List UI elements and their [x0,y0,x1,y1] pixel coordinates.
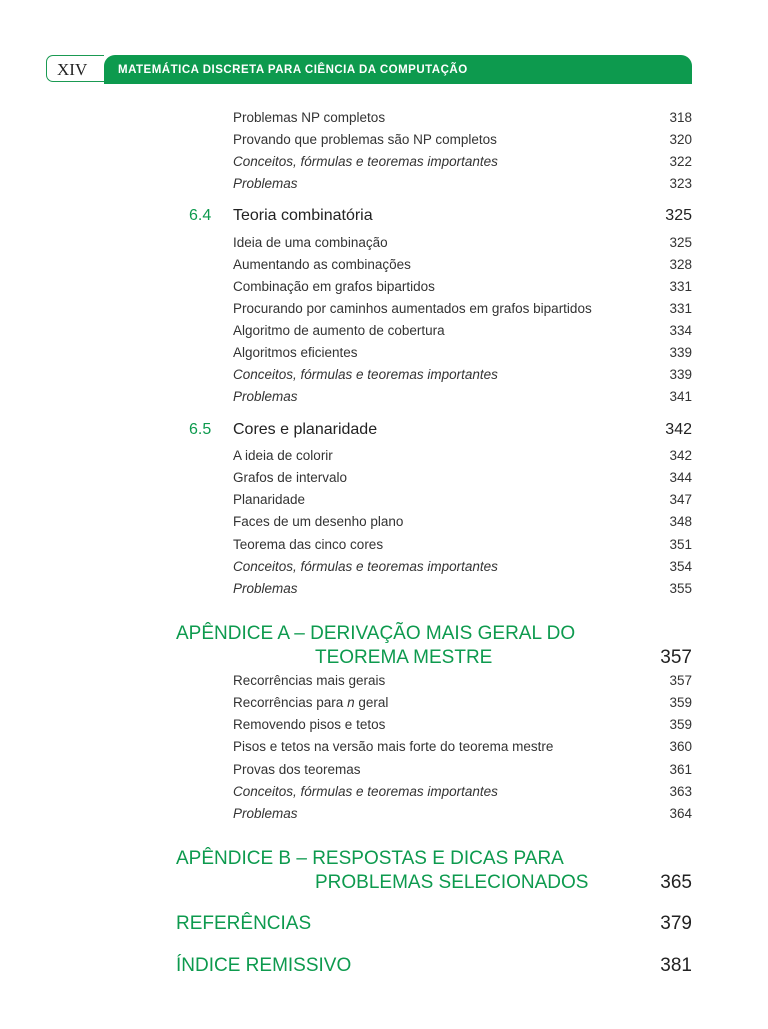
section-number: 6.5 [189,421,212,438]
toc-entry-page: 320 [669,132,692,147]
toc-entry[interactable] [0,736,768,758]
toc-entry[interactable] [0,714,768,736]
toc-entry[interactable] [0,342,768,364]
toc-entry-title: Teorema das cinco cores [233,537,384,552]
appendix-title-line1: APÊNDICE A – DERIVAÇÃO MAIS GERAL DO [176,623,576,644]
toc-entry-page: 334 [669,323,692,338]
toc-entry-page: 364 [669,806,692,821]
toc-entry-title: Procurando por caminhos aumentados em grafos bipartidos [233,301,592,316]
appendix-title-line1: APÊNDICE B – RESPOSTAS E DICAS PARA [176,848,564,869]
toc-entry-page: 322 [669,154,692,169]
toc-entry[interactable] [0,364,768,386]
toc-entry[interactable] [0,759,768,781]
toc-entry-title: Problemas [233,389,298,404]
toc-entry[interactable] [0,511,768,533]
toc-entry-title: A ideia de colorir [233,448,333,463]
appendix-title-line2: TEOREMA MESTRE [315,647,493,668]
toc-entry-title: Ideia de uma combinação [233,235,388,250]
toc-entry-title: Conceitos, fórmulas e teoremas importantes [233,559,498,574]
toc-entry-title: Combinação em grafos bipartidos [233,279,435,294]
toc-entry-title: Problemas NP completos [233,110,386,125]
toc-entry-page: 339 [669,345,692,360]
toc-entry-title: Recorrências para n geral [233,695,389,710]
toc-entry[interactable] [0,781,768,803]
toc-entry[interactable] [0,534,768,556]
toc-entry[interactable] [0,692,768,714]
appendix-title-line2: PROBLEMAS SELECIONADOS [315,872,589,893]
references-page: 379 [660,913,692,934]
toc-entry-title: Problemas [233,806,298,821]
toc-entry-title: Problemas [233,176,298,191]
toc-entry-page: 318 [669,110,692,125]
toc-entry[interactable] [0,467,768,489]
toc-entry-page: 347 [669,492,692,507]
toc-entry[interactable] [0,445,768,467]
appendix-b-heading[interactable] [0,847,768,895]
toc-entry[interactable] [0,489,768,511]
toc-entry-page: 354 [669,559,692,574]
toc-entry-title: Conceitos, fórmulas e teoremas importantes [233,784,498,799]
toc-entry[interactable] [0,129,768,151]
toc-entry-page: 363 [669,784,692,799]
toc-entry-page: 325 [669,235,692,250]
book-title-bar: MATEMÁTICA DISCRETA PARA CIÊNCIA DA COMPUTAÇÃO [104,55,692,84]
toc-entry[interactable] [0,803,768,825]
toc-entry[interactable] [0,670,768,692]
toc-entry-page: 323 [669,176,692,191]
toc-entry[interactable] [0,254,768,276]
toc-entry-title: Provando que problemas são NP completos [233,132,497,147]
toc-entry-title: Faces de um desenho plano [233,514,404,529]
toc-entry-page: 339 [669,367,692,382]
toc-entry-page: 344 [669,470,692,485]
references-heading[interactable] [0,912,768,936]
toc-entry-title: Grafos de intervalo [233,470,348,485]
section-page: 325 [665,207,692,224]
toc-entry-page: 348 [669,514,692,529]
toc-entry-title: Aumentando as combinações [233,257,411,272]
toc-entry[interactable] [0,276,768,298]
toc-entry[interactable] [0,320,768,342]
toc-entry-page: 331 [669,301,692,316]
toc-entry-title: Recorrências mais gerais [233,673,386,688]
toc-entry-title: Conceitos, fórmulas e teoremas importantes [233,154,498,169]
index-page: 381 [660,955,692,976]
running-header [46,55,692,84]
appendix-a-heading[interactable] [0,622,768,670]
appendix-page: 357 [660,647,692,668]
toc-entry-page: 361 [669,762,692,777]
toc-entry-page: 359 [669,695,692,710]
toc-entry-page: 351 [669,537,692,552]
toc-entry-page: 328 [669,257,692,272]
section-heading-6-5[interactable] [0,416,768,444]
toc-entry-title: Algoritmos eficientes [233,345,358,360]
toc-entry-page: 357 [669,673,692,688]
section-number: 6.4 [189,207,212,224]
toc-entry-title: Conceitos, fórmulas e teoremas importantes [233,367,498,382]
toc-entry[interactable] [0,232,768,254]
toc-entry-title: Problemas [233,581,298,596]
index-title: ÍNDICE REMISSIVO [176,955,352,976]
page-number: XIV [46,55,104,82]
section-title: Cores e planaridade [233,421,378,438]
toc-entry-page: 342 [669,448,692,463]
toc-entry-title: Pisos e tetos na versão mais forte do teorema mestre [233,739,554,754]
index-heading[interactable] [0,954,768,978]
toc-entry[interactable] [0,386,768,408]
toc-entry-page: 355 [669,581,692,596]
toc-entry-title: Provas dos teoremas [233,762,361,777]
toc-entry[interactable] [0,173,768,195]
toc-entry-title: Planaridade [233,492,306,507]
appendix-page: 365 [660,872,692,893]
toc-entry-page: 360 [669,739,692,754]
toc-entry[interactable] [0,298,768,320]
section-heading-6-4[interactable] [0,202,768,230]
toc-entry[interactable] [0,578,768,600]
toc-entry-page: 341 [669,389,692,404]
toc-entry-page: 359 [669,717,692,732]
section-page: 342 [665,421,692,438]
toc-entry[interactable] [0,556,768,578]
references-title: REFERÊNCIAS [176,913,312,934]
toc-entry-page: 331 [669,279,692,294]
toc-entry-title: Algoritmo de aumento de cobertura [233,323,445,338]
toc-entry-title: Removendo pisos e tetos [233,717,386,732]
toc-entry[interactable] [0,151,768,173]
toc-entry[interactable] [0,107,768,129]
section-title: Teoria combinatória [233,207,373,224]
